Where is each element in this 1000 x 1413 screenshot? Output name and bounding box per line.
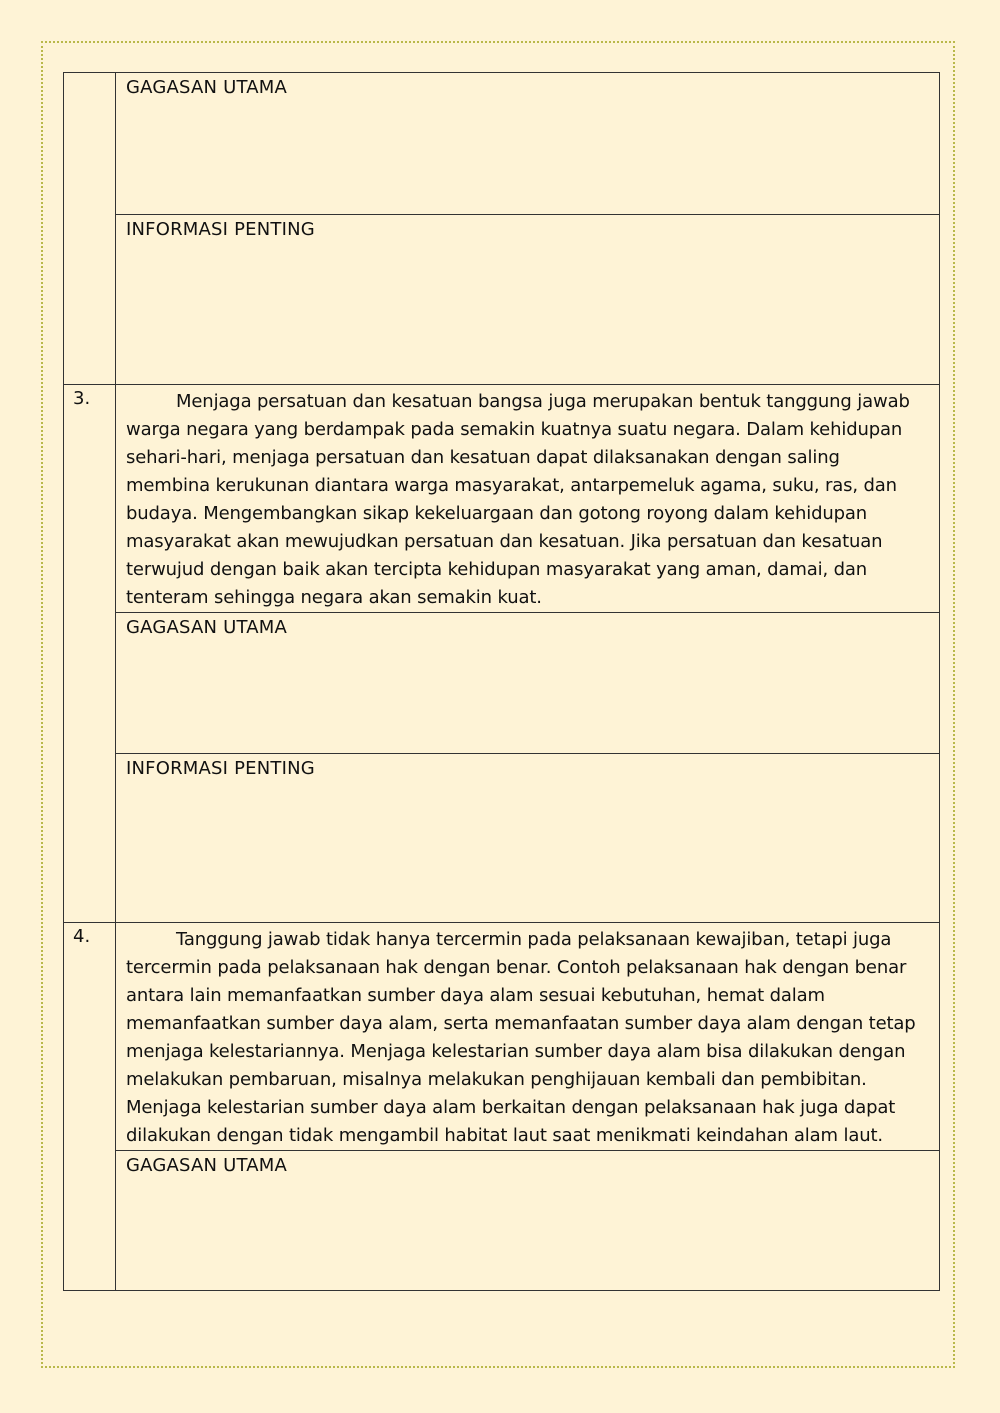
table-row bbox=[64, 215, 940, 385]
gagasan-utama-label: GAGASAN UTAMA bbox=[126, 77, 287, 98]
gagasan-utama-label: GAGASAN UTAMA bbox=[126, 1155, 287, 1176]
informasi-penting-label: INFORMASI PENTING bbox=[126, 758, 315, 779]
reading-passage-cell bbox=[116, 923, 940, 1151]
informasi-penting-label: INFORMASI PENTING bbox=[126, 219, 315, 240]
table-row bbox=[64, 923, 940, 1151]
table-row bbox=[64, 73, 940, 215]
item-number-cell bbox=[64, 385, 116, 923]
answer-box-gagasan-utama[interactable] bbox=[116, 613, 940, 754]
item-number-cell bbox=[64, 73, 116, 385]
gagasan-utama-label: GAGASAN UTAMA bbox=[126, 617, 287, 638]
table-row bbox=[64, 613, 940, 754]
reading-passage-cell bbox=[116, 385, 940, 613]
answer-box-gagasan-utama[interactable] bbox=[116, 73, 940, 215]
table-row bbox=[64, 1151, 940, 1291]
worksheet-table bbox=[63, 72, 940, 1291]
table-row bbox=[64, 754, 940, 923]
reading-passage: Tanggung jawab tidak hanya tercermin pada pelaksanaan kewajiban, tetapi juga tercermin pada pelaksanaan hak dengan benar. Contoh pelaksanaan hak dengan benar antara lain memanfaatkan sumber daya alam sesuai kebutuhan, hemat dalam memanfaatkan sumber daya alam, serta memanfaatan sumber daya alam dengan tetap menjaga kelestariannya. Menjaga kelestarian sumber daya alam bisa dilakukan dengan melakukan pembaruan, misalnya melakukan penghijauan kembali dan pembibitan. Menjaga kelestarian sumber daya alam berkaitan dengan pelaksanaan hak juga dapat dilakukan dengan tidak mengambil habitat laut saat menikmati keindahan alam laut. bbox=[126, 929, 916, 1146]
table-row bbox=[64, 385, 940, 613]
answer-box-informasi-penting[interactable] bbox=[116, 754, 940, 923]
item-number-cell bbox=[64, 923, 116, 1291]
reading-passage: Menjaga persatuan dan kesatuan bangsa juga merupakan bentuk tanggung jawab warga negara yang berdampak pada semakin kuatnya suatu negara. Dalam kehidupan sehari-hari, menjaga persatuan dan kesatuan dapat dilaksanakan dengan saling membina kerukunan diantara warga masyarakat, antarpemeluk agama, suku, ras, dan budaya. Mengembangkan sikap kekeluargaan dan gotong royong dalam kehidupan masyarakat akan mewujudkan persatuan dan kesatuan. Jika persatuan dan kesatuan terwujud dengan baik akan tercipta kehidupan masyarakat yang aman, damai, dan tenteram sehingga negara akan semakin kuat. bbox=[126, 391, 910, 608]
item-number: 4. bbox=[73, 926, 91, 947]
answer-box-gagasan-utama[interactable] bbox=[116, 1151, 940, 1291]
answer-box-informasi-penting[interactable] bbox=[116, 215, 940, 385]
item-number: 3. bbox=[73, 388, 91, 409]
